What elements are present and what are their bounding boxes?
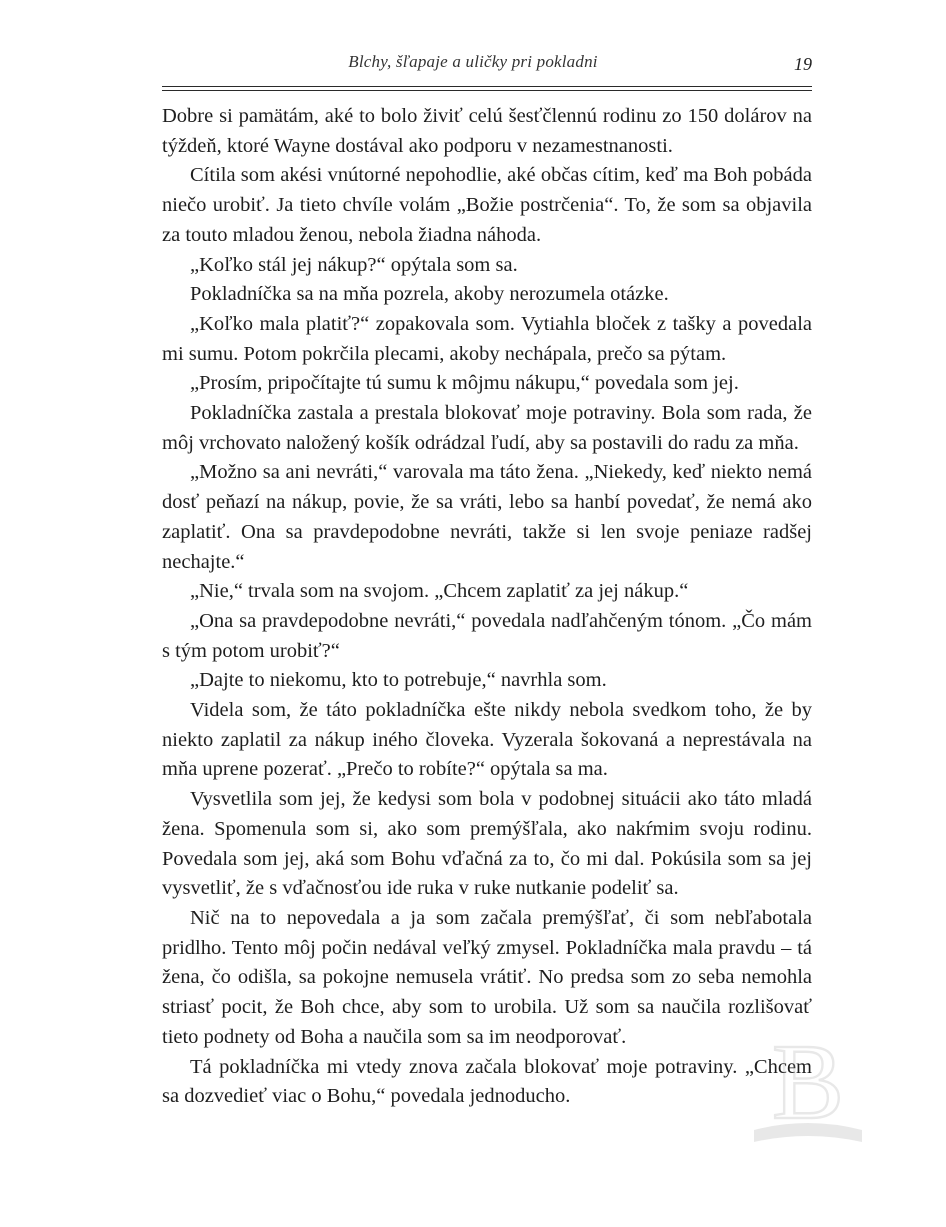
paragraph: „Ona sa pravdepodobne nevráti,“ povedala nadľahčeným tónom. „Čo mám s tým potom urobiť?“: [162, 609, 812, 662]
paragraph: „Možno sa ani nevráti,“ varovala ma táto žena. „Niekedy, keď niekto nemá dosť peňazí na nákup, povie, že sa vráti, lebo sa hanbí povedať, že nemá ako zaplatiť. Ona sa pravdepodobne nevráti, takže si len svoje peniaze radšej nechajte.“: [162, 461, 812, 573]
paragraph: „Koľko stál jej nákup?“ opýtala som sa.: [190, 253, 518, 276]
header-rule-top: [162, 86, 812, 87]
paragraph: „Dajte to niekomu, kto to potrebuje,“ navrhla som.: [190, 669, 607, 692]
paragraph: Pokladníčka sa na mňa pozrela, akoby nerozumela otázke.: [190, 283, 669, 306]
running-header-title: Blchy, šľapaje a uličky pri pokladni: [348, 52, 598, 71]
paragraph: „Nie,“ trvala som na svojom. „Chcem zaplatiť za jej nákup.“: [190, 580, 689, 603]
paragraph: „Koľko mala platiť?“ zopakovala som. Vytiahla bloček z tašky a povedala mi sumu. Potom pokrčila plecami, akoby nechápala, prečo sa pýtam.: [162, 312, 812, 365]
paragraph: „Prosím, pripočítajte tú sumu k môjmu nákupu,“ povedala som jej.: [190, 372, 739, 395]
paragraph: Tá pokladníčka mi vtedy znova začala blokovať moje potraviny. „Chcem sa dozvedieť viac o Bohu,“ povedala jednoducho.: [162, 1055, 812, 1108]
watermark-letter: B: [771, 1026, 845, 1142]
paragraph: Nič na to nepovedala a ja som začala premýšľať, či som nebľabotala pridlho. Tento môj počin nedával veľký zmysel. Pokladníčka mala pravdu – tá žena, čo odišla, sa pokojne nemusela vrátiť. No predsa som zo seba nemohla striasť pocit, že Boh chce, aby som to urobila. Už som sa naučila rozlišovať tieto podnety od Boha a naučila som sa im neodporovať.: [162, 906, 812, 1048]
paragraph: Dobre si pamätám, aké to bolo živiť celú šesťčlennú rodinu zo 150 dolárov na týždeň, ktoré Wayne dostával ako podporu v nezamestnanosti.: [162, 105, 812, 157]
paragraph: Cítila som akési vnútorné nepohodlie, aké občas cítim, keď ma Boh pobáda niečo urobiť. Ja tieto chvíle volám „Božie postrčenia“. To, že som sa objavila za touto mladou ženou, nebola žiadna náhoda.: [162, 164, 812, 246]
paragraph: Pokladníčka zastala a prestala blokovať moje potraviny. Bola som rada, že môj vrchovato naložený košík odrádzal ľudí, aby sa postavili do radu za mňa.: [162, 402, 812, 454]
page-number: 19: [794, 54, 812, 74]
body-text: [162, 102, 812, 1112]
paragraph: Videla som, že táto pokladníčka ešte nikdy nebola svedkom toho, že by niekto zaplatil za nákup iného človeka. Vyzerala šokovaná a neprestávala na mňa uprene pozerať. „Prečo to robíte?“ opýtala sa ma.: [162, 699, 812, 781]
publisher-logo-watermark: [750, 1026, 866, 1146]
paragraph: Vysvetlila som jej, že kedysi som bola v podobnej situácii ako táto mladá žena. Spomenula som si, ako som premýšľala, ako nakŕmim svoju rodinu. Povedala som jej, aká som Bohu vďačná za to, čo mi dal. Pokúsila som sa jej vysvetliť, že s vďačnosťou ide ruka v ruke nutkanie podeliť sa.: [162, 788, 812, 900]
header-rule-bottom: [162, 90, 812, 91]
